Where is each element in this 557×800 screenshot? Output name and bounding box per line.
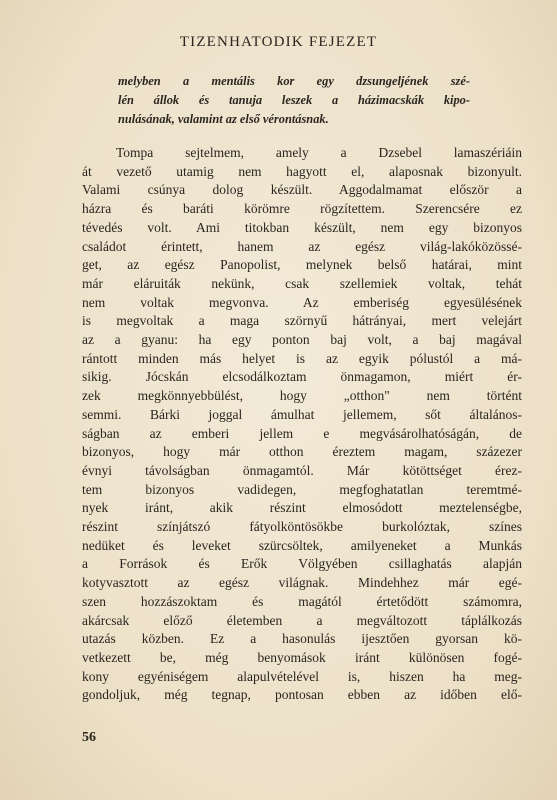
body-text (82, 144, 522, 705)
body-line: get, az egész Panopolist, melynek belső határai, mint (82, 257, 522, 273)
body-line: Tompa sejtelmem, amely a Dzsebel lamaszériáin (116, 145, 522, 160)
chapter-summary (118, 72, 470, 129)
body-line: ságban az emberi jellem e megvásárolhatóságán, de (82, 425, 522, 441)
body-line: semmi. Bárki joggal ámulhat jellemem, sőt általános- (82, 406, 522, 422)
body-line: nem voltak megvonva. Az emberiség egyesülésének (82, 294, 522, 310)
summary-line: nulásának, valamint az első vérontásnak. (118, 112, 329, 126)
body-line: szen hozzászoktam és magától értetődött számomra, (82, 593, 522, 609)
body-line: részint színjátszó fátyolköntösökbe burkolóztak, színes (82, 519, 522, 535)
body-line: nedüket és leveket szürcsöltek, amilyeneket a Munkás (82, 537, 522, 553)
body-line: nyek iránt, akik részint elmosódott meztelenségbe, (82, 500, 522, 516)
body-line: vetkezett be, még benyomások iránt különösen fogé- (82, 649, 522, 665)
summary-line: lén állok és tanuja leszek a házimacskák kipo- (118, 93, 470, 107)
body-line: rántott minden más helyet is az egyik pólustól a má- (82, 350, 522, 366)
body-line: családot érintett, hanem az egész világ-lakóközössé- (82, 238, 522, 254)
summary-line: melyben a mentális kor egy dzsungeljének szé- (118, 74, 470, 88)
body-line: utazás közben. Ez a hasonulás ijesztően gyorsan kö- (82, 631, 522, 647)
body-line: évnyi távolságban önmagamtól. Már kötöttséget érez- (82, 462, 522, 478)
body-line: is megvoltak a maga szörnyű hátrányai, mert velejárt (82, 313, 522, 329)
chapter-title: TIZENHATODIK FEJEZET (179, 34, 378, 50)
body-line: házra és baráti körömre rögzítettem. Szerencsére ez (82, 201, 522, 217)
body-line: akárcsak előző életemben a megváltozott táplálkozás (82, 612, 522, 628)
body-line: zek megkönnyebbülést, hogy „otthon" nem történt (82, 388, 522, 404)
body-line: már eláruiták nekünk, csak szellemiek voltak, tehát (82, 275, 522, 291)
body-line: bizonyos, hogy már otthon éreztem magam, százezer (82, 444, 522, 460)
body-line: az a gyanu: ha egy ponton baj volt, a baj magával (82, 332, 522, 348)
body-line: a Források és Erők Völgyében csillaghatás alapján (82, 556, 522, 572)
page-number: 56 (82, 730, 96, 745)
body-line: át vezető utamig nem hagyott el, alaposnak bizonyult. (82, 163, 522, 179)
body-line: gondoljuk, még tegnap, pontosan ebben az időben elő- (82, 687, 522, 703)
body-line: kotyvasztott az egész világnak. Mindehhez már egé- (82, 575, 522, 591)
body-line: Valami csúnya dolog készült. Aggodalmamat először a (82, 182, 522, 198)
body-line: sikig. Jócskán elcsodálkoztam önmagamon, miért ér- (82, 369, 522, 385)
body-line: tem bizonyos vadidegen, megfoghatatlan teremtmé- (82, 481, 522, 497)
body-line: kony egyéniségem alapulvételével is, hiszen ha meg- (82, 668, 522, 684)
body-line: tévedés volt. Ami titokban készült, nem egy bizonyos (82, 219, 522, 235)
